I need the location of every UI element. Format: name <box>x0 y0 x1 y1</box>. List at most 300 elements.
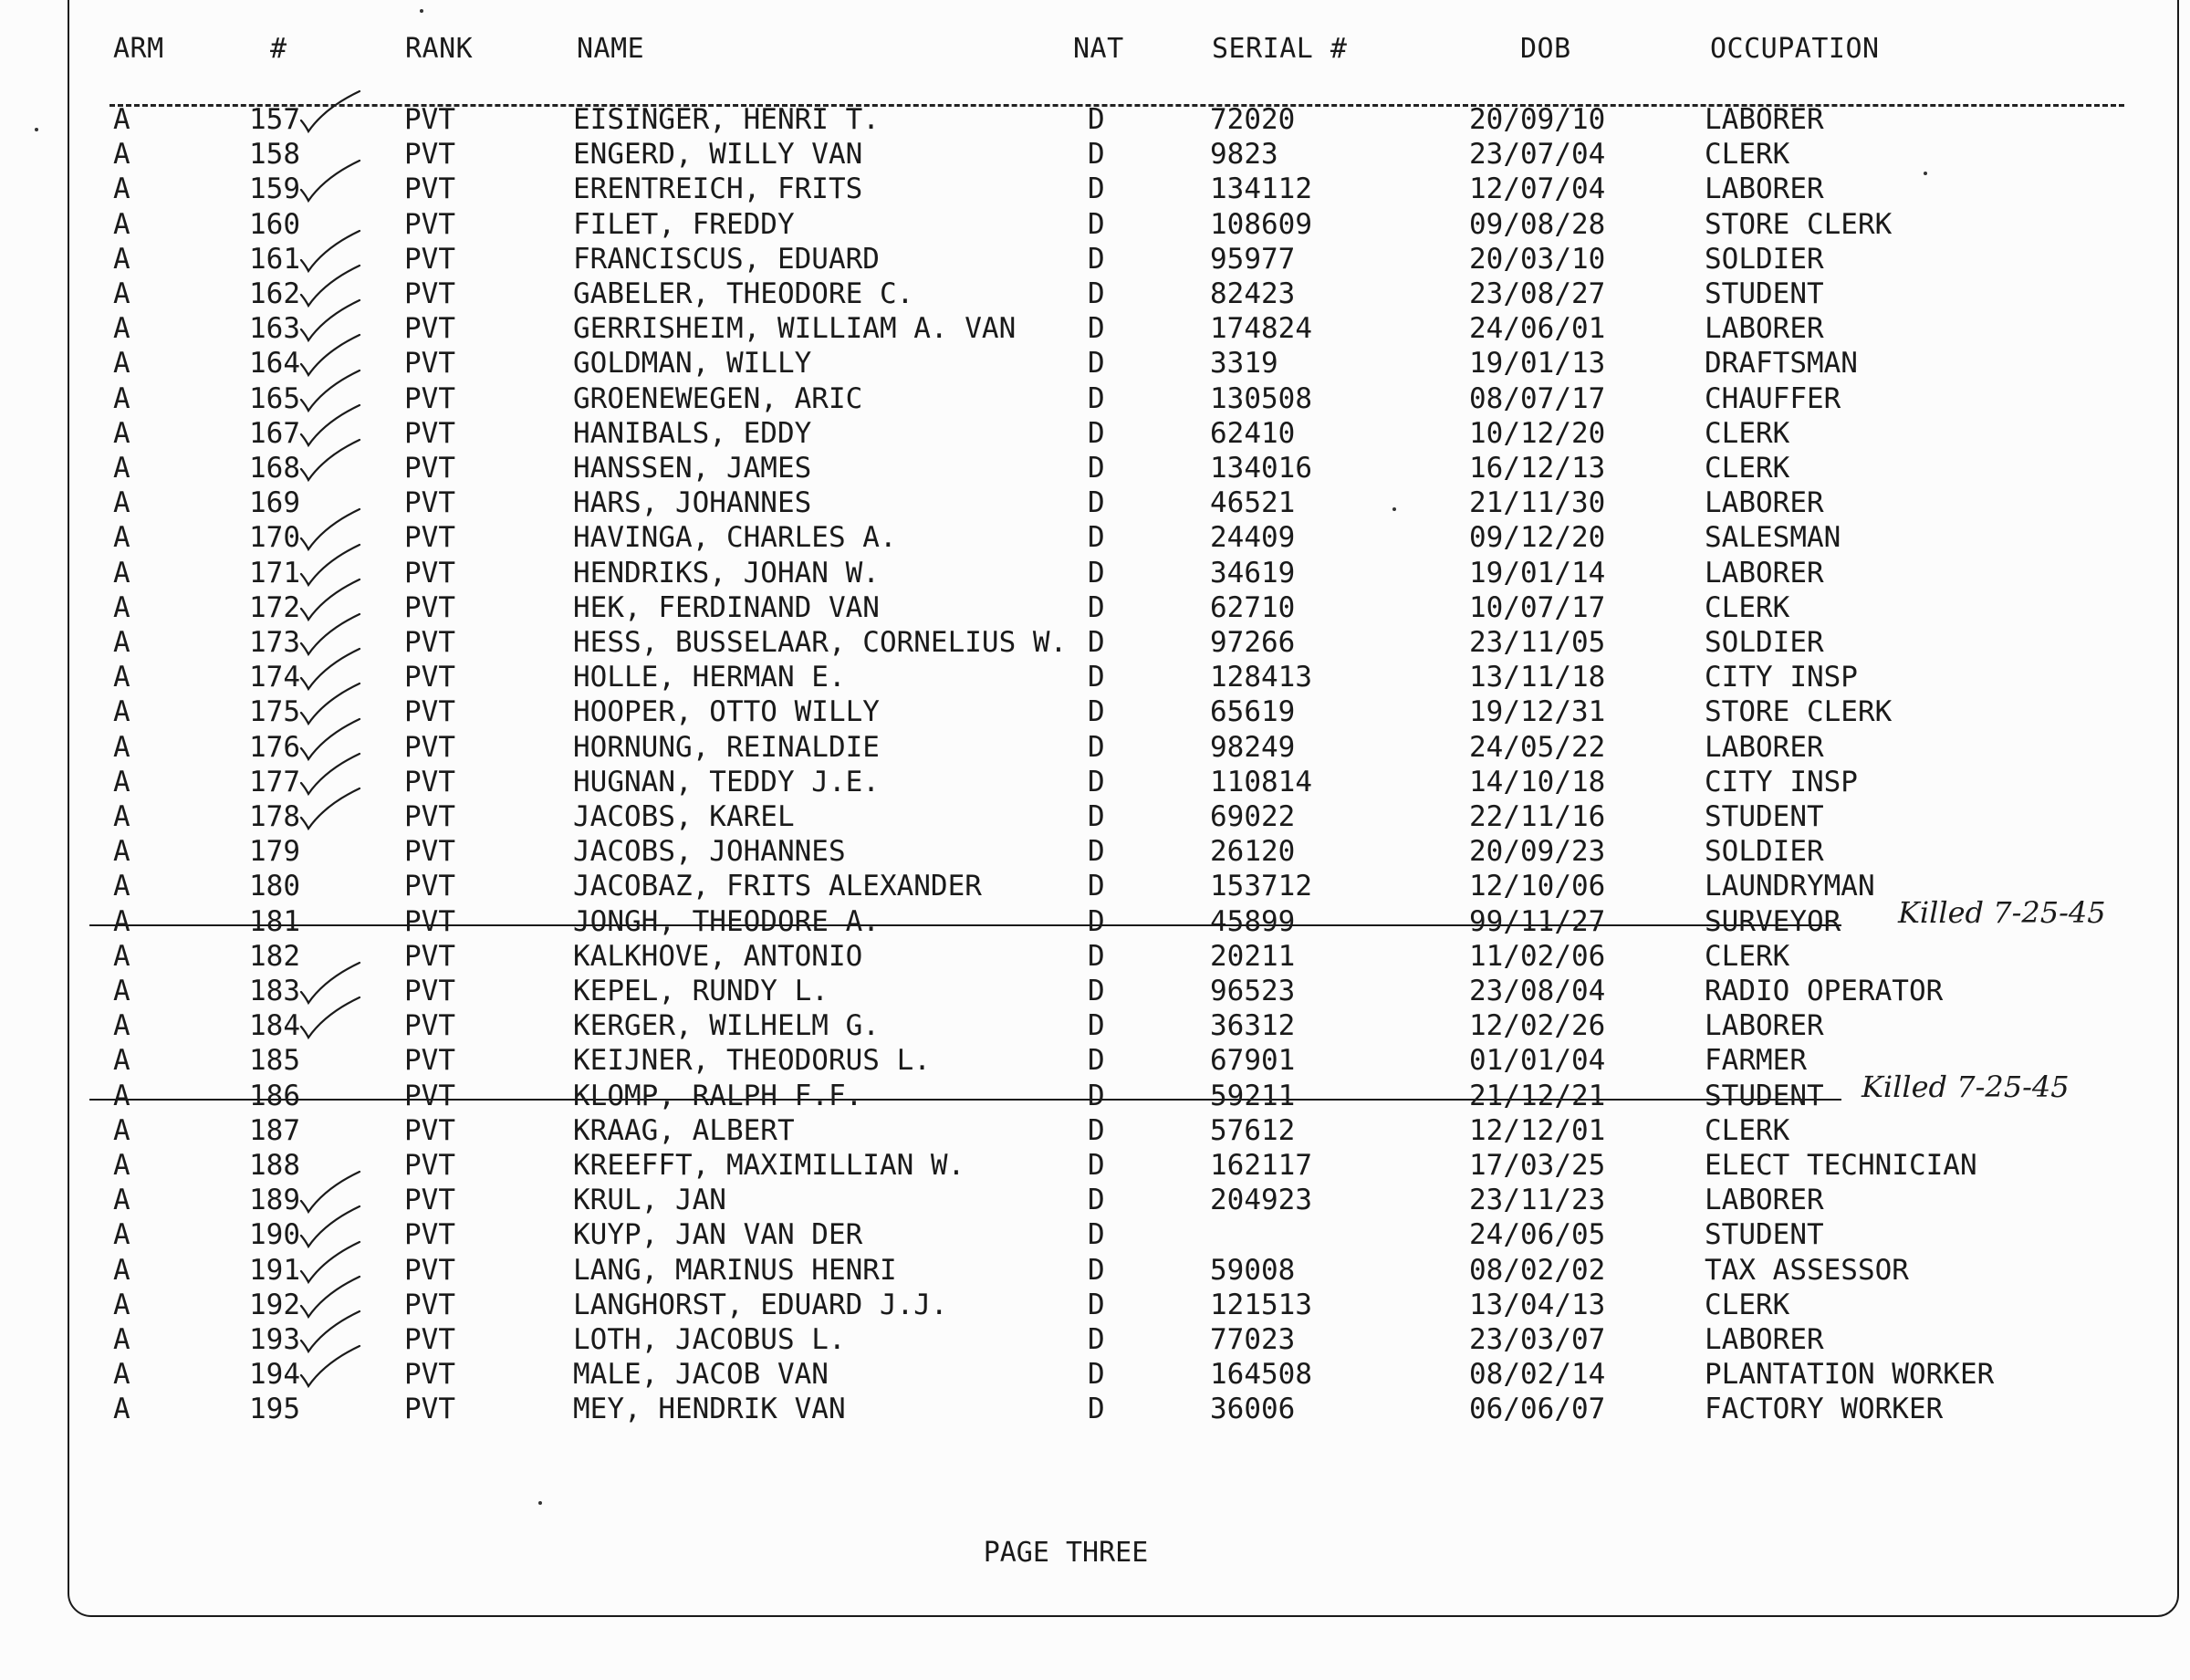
row-number: 169 <box>249 486 300 520</box>
row-nationality: D <box>1088 626 1105 659</box>
table-row <box>0 799 2190 834</box>
header-nat: NAT <box>1073 33 1124 65</box>
row-dob: 08/02/14 <box>1469 1358 1606 1392</box>
row-arm: A <box>113 904 130 938</box>
row-serial: 95977 <box>1210 242 1296 276</box>
row-serial: 134016 <box>1210 452 1312 485</box>
row-arm: A <box>113 381 130 415</box>
row-nationality: D <box>1088 1009 1105 1043</box>
row-name: KEPEL, RUNDY L. <box>573 975 829 1007</box>
row-serial: 9823 <box>1210 138 1278 172</box>
paper-speck <box>420 9 423 13</box>
row-arm: A <box>113 1044 130 1078</box>
row-arm: A <box>113 1079 130 1112</box>
row-rank: PVT <box>404 1044 455 1078</box>
row-occupation: ELECT TECHNICIAN <box>1705 1149 1977 1182</box>
row-number: 159 <box>249 172 300 206</box>
row-rank: PVT <box>404 1079 455 1112</box>
row-arm: A <box>113 800 130 833</box>
row-arm: A <box>113 1218 130 1252</box>
row-nationality: D <box>1088 695 1105 729</box>
row-nationality: D <box>1088 1113 1105 1147</box>
row-name: HARS, JOHANNES <box>573 486 812 520</box>
row-name: ENGERD, WILLY VAN <box>573 138 863 172</box>
row-occupation: STORE CLERK <box>1705 207 1893 241</box>
row-serial: 26120 <box>1210 835 1296 869</box>
row-occupation: LABORER <box>1705 103 1824 136</box>
row-rank: PVT <box>404 486 455 520</box>
row-name: KUYP, JAN VAN DER <box>573 1218 863 1252</box>
row-nationality: D <box>1088 870 1105 903</box>
row-nationality: D <box>1088 347 1105 381</box>
row-rank: PVT <box>404 904 455 938</box>
row-nationality: D <box>1088 590 1105 624</box>
row-nationality: D <box>1088 1079 1105 1112</box>
row-dob: 17/03/25 <box>1469 1149 1606 1182</box>
row-name: KEIJNER, THEODORUS L. <box>573 1044 931 1078</box>
row-dob: 13/04/13 <box>1469 1288 1606 1321</box>
row-number: 174 <box>249 661 300 694</box>
row-name: HOOPER, OTTO WILLY <box>573 695 880 729</box>
row-serial: 121513 <box>1210 1288 1312 1321</box>
row-number: 193 <box>249 1323 300 1356</box>
row-number: 185 <box>249 1044 300 1078</box>
row-number: 163 <box>249 312 300 346</box>
row-number: 176 <box>249 730 300 764</box>
row-occupation: LABORER <box>1705 1184 1824 1217</box>
row-occupation: LAUNDRYMAN <box>1705 870 1875 903</box>
row-number: 177 <box>249 765 300 798</box>
row-number: 170 <box>249 521 300 555</box>
row-number: 171 <box>249 556 300 590</box>
row-dob: 10/07/17 <box>1469 590 1606 624</box>
row-serial: 204923 <box>1210 1184 1312 1217</box>
row-dob: 23/11/23 <box>1469 1184 1606 1217</box>
row-number: 178 <box>249 800 300 833</box>
row-dob: 06/06/07 <box>1469 1393 1606 1426</box>
row-rank: PVT <box>404 452 455 485</box>
row-number: 172 <box>249 590 300 624</box>
row-nationality: D <box>1088 975 1105 1007</box>
row-arm: A <box>113 452 130 485</box>
page-footer <box>0 1537 2190 1569</box>
checkmark-icon <box>297 438 363 484</box>
row-dob: 20/03/10 <box>1469 242 1606 276</box>
row-name: HUGNAN, TEDDY J.E. <box>573 765 880 798</box>
row-rank: PVT <box>404 277 455 310</box>
row-serial: 34619 <box>1210 556 1296 590</box>
row-name: LANG, MARINUS HENRI <box>573 1253 897 1287</box>
row-occupation: FARMER <box>1705 1044 1807 1078</box>
row-name: LANGHORST, EDUARD J.J. <box>573 1288 948 1321</box>
row-number: 186 <box>249 1079 300 1112</box>
row-serial: 65619 <box>1210 695 1296 729</box>
row-nationality: D <box>1088 661 1105 694</box>
row-dob: 13/11/18 <box>1469 661 1606 694</box>
row-serial: 174824 <box>1210 312 1312 346</box>
row-serial: 59211 <box>1210 1079 1296 1112</box>
row-rank: PVT <box>404 870 455 903</box>
row-number: 160 <box>249 207 300 241</box>
row-arm: A <box>113 1253 130 1287</box>
row-rank: PVT <box>404 1253 455 1287</box>
row-rank: PVT <box>404 835 455 869</box>
row-number: 167 <box>249 416 300 450</box>
row-serial: 69022 <box>1210 800 1296 833</box>
row-occupation: TAX ASSESSOR <box>1705 1253 1909 1287</box>
row-serial: 98249 <box>1210 730 1296 764</box>
row-number: 161 <box>249 242 300 276</box>
row-dob: 09/12/20 <box>1469 521 1606 555</box>
row-occupation: CITY INSP <box>1705 765 1858 798</box>
row-occupation: LABORER <box>1705 172 1824 206</box>
table-row <box>0 834 2190 869</box>
row-rank: PVT <box>404 1113 455 1147</box>
row-name: GOLDMAN, WILLY <box>573 347 812 381</box>
row-rank: PVT <box>404 939 455 973</box>
row-serial: 110814 <box>1210 765 1312 798</box>
header-arm: ARM <box>113 33 164 65</box>
row-serial: 36006 <box>1210 1393 1296 1426</box>
table-row <box>0 869 2190 903</box>
row-dob: 12/07/04 <box>1469 172 1606 206</box>
row-number: 173 <box>249 626 300 659</box>
row-occupation: DRAFTSMAN <box>1705 347 1858 381</box>
page-label: PAGE THREE <box>983 1537 1149 1569</box>
row-serial: 130508 <box>1210 381 1312 415</box>
row-dob: 23/11/05 <box>1469 626 1606 659</box>
row-dob: 11/02/06 <box>1469 939 1606 973</box>
row-arm: A <box>113 277 130 310</box>
row-nationality: D <box>1088 1184 1105 1217</box>
row-arm: A <box>113 486 130 520</box>
table-row <box>0 102 2190 137</box>
row-arm: A <box>113 1184 130 1217</box>
row-number: 191 <box>249 1253 300 1287</box>
row-arm: A <box>113 730 130 764</box>
header-rank: RANK <box>405 33 474 65</box>
row-nationality: D <box>1088 835 1105 869</box>
checkmark-icon <box>297 159 363 204</box>
row-rank: PVT <box>404 1288 455 1321</box>
row-occupation: SURVEYOR <box>1705 904 1841 938</box>
row-name: KRUL, JAN <box>573 1184 726 1217</box>
checkmark-icon <box>297 996 363 1041</box>
table-header <box>0 33 2190 80</box>
row-dob: 20/09/10 <box>1469 103 1606 136</box>
header-occupation: OCCUPATION <box>1710 33 1880 65</box>
row-number: 162 <box>249 277 300 310</box>
row-arm: A <box>113 1009 130 1043</box>
table-row <box>0 1113 2190 1148</box>
row-dob: 10/12/20 <box>1469 416 1606 450</box>
row-rank: PVT <box>404 1149 455 1182</box>
row-rank: PVT <box>404 975 455 1007</box>
row-rank: PVT <box>404 347 455 381</box>
row-nationality: D <box>1088 1288 1105 1321</box>
row-dob: 08/07/17 <box>1469 381 1606 415</box>
row-dob: 12/02/26 <box>1469 1009 1606 1043</box>
row-serial: 128413 <box>1210 661 1312 694</box>
row-name: JACOBS, KAREL <box>573 800 795 833</box>
row-arm: A <box>113 138 130 172</box>
row-nationality: D <box>1088 521 1105 555</box>
row-serial: 46521 <box>1210 486 1296 520</box>
row-nationality: D <box>1088 556 1105 590</box>
row-rank: PVT <box>404 1323 455 1356</box>
row-name: JACOBAZ, FRITS ALEXANDER <box>573 870 982 903</box>
row-occupation: CHAUFFER <box>1705 381 1841 415</box>
row-dob: 09/08/28 <box>1469 207 1606 241</box>
row-dob: 20/09/23 <box>1469 835 1606 869</box>
row-occupation: CLERK <box>1705 1288 1790 1321</box>
row-name: JONGH, THEODORE A. <box>573 904 880 938</box>
row-serial: 162117 <box>1210 1149 1312 1182</box>
row-occupation: STORE CLERK <box>1705 695 1893 729</box>
row-name: MEY, HENDRIK VAN <box>573 1393 846 1426</box>
row-name: GABELER, THEODORE C. <box>573 277 914 310</box>
row-dob: 21/12/21 <box>1469 1079 1606 1112</box>
row-rank: PVT <box>404 556 455 590</box>
row-dob: 19/12/31 <box>1469 695 1606 729</box>
row-occupation: LABORER <box>1705 1323 1824 1356</box>
row-occupation: SALESMAN <box>1705 521 1841 555</box>
row-occupation: PLANTATION WORKER <box>1705 1358 1995 1392</box>
row-nationality: D <box>1088 1253 1105 1287</box>
checkmark-icon <box>297 89 363 135</box>
row-serial: 20211 <box>1210 939 1296 973</box>
row-nationality: D <box>1088 1393 1105 1426</box>
row-dob: 14/10/18 <box>1469 765 1606 798</box>
row-serial: 77023 <box>1210 1323 1296 1356</box>
row-dob: 23/07/04 <box>1469 138 1606 172</box>
row-occupation: STUDENT <box>1705 1218 1824 1252</box>
row-dob: 12/10/06 <box>1469 870 1606 903</box>
row-arm: A <box>113 103 130 136</box>
row-serial: 134112 <box>1210 172 1312 206</box>
table-row <box>0 1392 2190 1426</box>
row-rank: PVT <box>404 172 455 206</box>
row-serial: 82423 <box>1210 277 1296 310</box>
row-occupation: CLERK <box>1705 452 1790 485</box>
strikethrough-line <box>89 1099 1841 1101</box>
row-occupation: SOLDIER <box>1705 835 1824 869</box>
header-dob: DOB <box>1520 33 1571 65</box>
handwritten-note: Killed 7-25-45 <box>1898 894 2106 930</box>
row-nationality: D <box>1088 1358 1105 1392</box>
row-nationality: D <box>1088 277 1105 310</box>
row-serial: 108609 <box>1210 207 1312 241</box>
row-name: KALKHOVE, ANTONIO <box>573 939 863 973</box>
row-nationality: D <box>1088 1044 1105 1078</box>
header-name: NAME <box>577 33 645 65</box>
row-arm: A <box>113 765 130 798</box>
row-nationality: D <box>1088 172 1105 206</box>
row-name: EISINGER, HENRI T. <box>573 103 880 136</box>
row-name: KLOMP, RALPH F.F. <box>573 1079 863 1112</box>
row-nationality: D <box>1088 800 1105 833</box>
row-nationality: D <box>1088 312 1105 346</box>
row-name: FILET, FREDDY <box>573 207 795 241</box>
row-arm: A <box>113 939 130 973</box>
row-nationality: D <box>1088 765 1105 798</box>
row-number: 168 <box>249 452 300 485</box>
row-occupation: CLERK <box>1705 416 1790 450</box>
row-nationality: D <box>1088 904 1105 938</box>
row-number: 179 <box>249 835 300 869</box>
row-occupation: SOLDIER <box>1705 242 1824 276</box>
row-rank: PVT <box>404 695 455 729</box>
row-rank: PVT <box>404 103 455 136</box>
row-name: GERRISHEIM, WILLIAM A. VAN <box>573 312 1017 346</box>
row-occupation: CITY INSP <box>1705 661 1858 694</box>
row-nationality: D <box>1088 1149 1105 1182</box>
row-number: 182 <box>249 939 300 973</box>
row-nationality: D <box>1088 207 1105 241</box>
table-row <box>0 1008 2190 1043</box>
row-rank: PVT <box>404 1218 455 1252</box>
row-serial: 45899 <box>1210 904 1296 938</box>
checkmark-icon <box>297 787 363 832</box>
row-nationality: D <box>1088 416 1105 450</box>
row-number: 188 <box>249 1149 300 1182</box>
row-rank: PVT <box>404 521 455 555</box>
row-number: 192 <box>249 1288 300 1321</box>
row-name: FRANCISCUS, EDUARD <box>573 242 880 276</box>
row-dob: 24/06/01 <box>1469 312 1606 346</box>
row-serial: 36312 <box>1210 1009 1296 1043</box>
row-occupation: CLERK <box>1705 939 1790 973</box>
row-occupation: LABORER <box>1705 730 1824 764</box>
row-occupation: SOLDIER <box>1705 626 1824 659</box>
strikethrough-line <box>89 924 1841 926</box>
row-arm: A <box>113 835 130 869</box>
row-arm: A <box>113 870 130 903</box>
row-rank: PVT <box>404 626 455 659</box>
row-nationality: D <box>1088 103 1105 136</box>
paper-speck <box>35 128 38 131</box>
row-nationality: D <box>1088 452 1105 485</box>
row-dob: 23/03/07 <box>1469 1323 1606 1356</box>
row-nationality: D <box>1088 1323 1105 1356</box>
table-row <box>0 451 2190 485</box>
row-number: 187 <box>249 1113 300 1147</box>
row-number: 181 <box>249 904 300 938</box>
row-name: KERGER, WILHELM G. <box>573 1009 880 1043</box>
checkmark-icon <box>297 1344 363 1390</box>
row-occupation: STUDENT <box>1705 277 1824 310</box>
row-occupation: CLERK <box>1705 1113 1790 1147</box>
row-serial: 153712 <box>1210 870 1312 903</box>
row-serial: 72020 <box>1210 103 1296 136</box>
row-occupation: STUDENT <box>1705 800 1824 833</box>
row-name: LOTH, JACOBUS L. <box>573 1323 846 1356</box>
row-nationality: D <box>1088 381 1105 415</box>
row-arm: A <box>113 521 130 555</box>
row-number: 180 <box>249 870 300 903</box>
row-serial: 164508 <box>1210 1358 1312 1392</box>
row-name: ERENTREICH, FRITS <box>573 172 863 206</box>
row-arm: A <box>113 1323 130 1356</box>
row-occupation: LABORER <box>1705 486 1824 520</box>
row-arm: A <box>113 661 130 694</box>
row-number: 184 <box>249 1009 300 1043</box>
row-name: MALE, JACOB VAN <box>573 1358 829 1392</box>
row-name: HANSSEN, JAMES <box>573 452 812 485</box>
row-occupation: CLERK <box>1705 138 1790 172</box>
paper-speck <box>1924 172 1927 175</box>
row-occupation: CLERK <box>1705 590 1790 624</box>
row-arm: A <box>113 1393 130 1426</box>
row-occupation: LABORER <box>1705 556 1824 590</box>
row-serial: 96523 <box>1210 975 1296 1007</box>
row-serial: 62710 <box>1210 590 1296 624</box>
row-dob: 16/12/13 <box>1469 452 1606 485</box>
row-arm: A <box>113 1113 130 1147</box>
row-number: 183 <box>249 975 300 1007</box>
row-rank: PVT <box>404 1393 455 1426</box>
row-number: 165 <box>249 381 300 415</box>
row-dob: 19/01/13 <box>1469 347 1606 381</box>
row-rank: PVT <box>404 765 455 798</box>
row-rank: PVT <box>404 381 455 415</box>
row-serial: 24409 <box>1210 521 1296 555</box>
header-serial: SERIAL # <box>1212 33 1348 65</box>
row-name: KRAAG, ALBERT <box>573 1113 795 1147</box>
row-arm: A <box>113 312 130 346</box>
row-dob: 12/12/01 <box>1469 1113 1606 1147</box>
row-name: HANIBALS, EDDY <box>573 416 812 450</box>
row-nationality: D <box>1088 242 1105 276</box>
table-row <box>0 1069 2190 1113</box>
row-rank: PVT <box>404 1184 455 1217</box>
row-rank: PVT <box>404 138 455 172</box>
row-nationality: D <box>1088 730 1105 764</box>
row-serial: 59008 <box>1210 1253 1296 1287</box>
row-nationality: D <box>1088 138 1105 172</box>
row-arm: A <box>113 1149 130 1182</box>
row-name: HENDRIKS, JOHAN W. <box>573 556 880 590</box>
row-arm: A <box>113 975 130 1007</box>
row-dob: 23/08/27 <box>1469 277 1606 310</box>
row-serial: 62410 <box>1210 416 1296 450</box>
row-rank: PVT <box>404 1009 455 1043</box>
row-nationality: D <box>1088 1218 1105 1252</box>
row-dob: 08/02/02 <box>1469 1253 1606 1287</box>
row-occupation: LABORER <box>1705 1009 1824 1043</box>
row-serial: 57612 <box>1210 1113 1296 1147</box>
row-dob: 23/08/04 <box>1469 975 1606 1007</box>
row-dob: 21/11/30 <box>1469 486 1606 520</box>
row-nationality: D <box>1088 939 1105 973</box>
row-rank: PVT <box>404 1358 455 1392</box>
row-dob: 99/11/27 <box>1469 904 1606 938</box>
row-name: JACOBS, JOHANNES <box>573 835 846 869</box>
row-number: 158 <box>249 138 300 172</box>
row-rank: PVT <box>404 416 455 450</box>
row-rank: PVT <box>404 590 455 624</box>
row-arm: A <box>113 242 130 276</box>
row-rank: PVT <box>404 800 455 833</box>
table-row <box>0 172 2190 206</box>
row-name: KREEFFT, MAXIMILLIAN W. <box>573 1149 965 1182</box>
row-dob: 24/05/22 <box>1469 730 1606 764</box>
row-number: 194 <box>249 1358 300 1392</box>
table-row <box>0 894 2190 939</box>
row-dob: 19/01/14 <box>1469 556 1606 590</box>
row-rank: PVT <box>404 207 455 241</box>
header-num: # <box>270 33 287 65</box>
